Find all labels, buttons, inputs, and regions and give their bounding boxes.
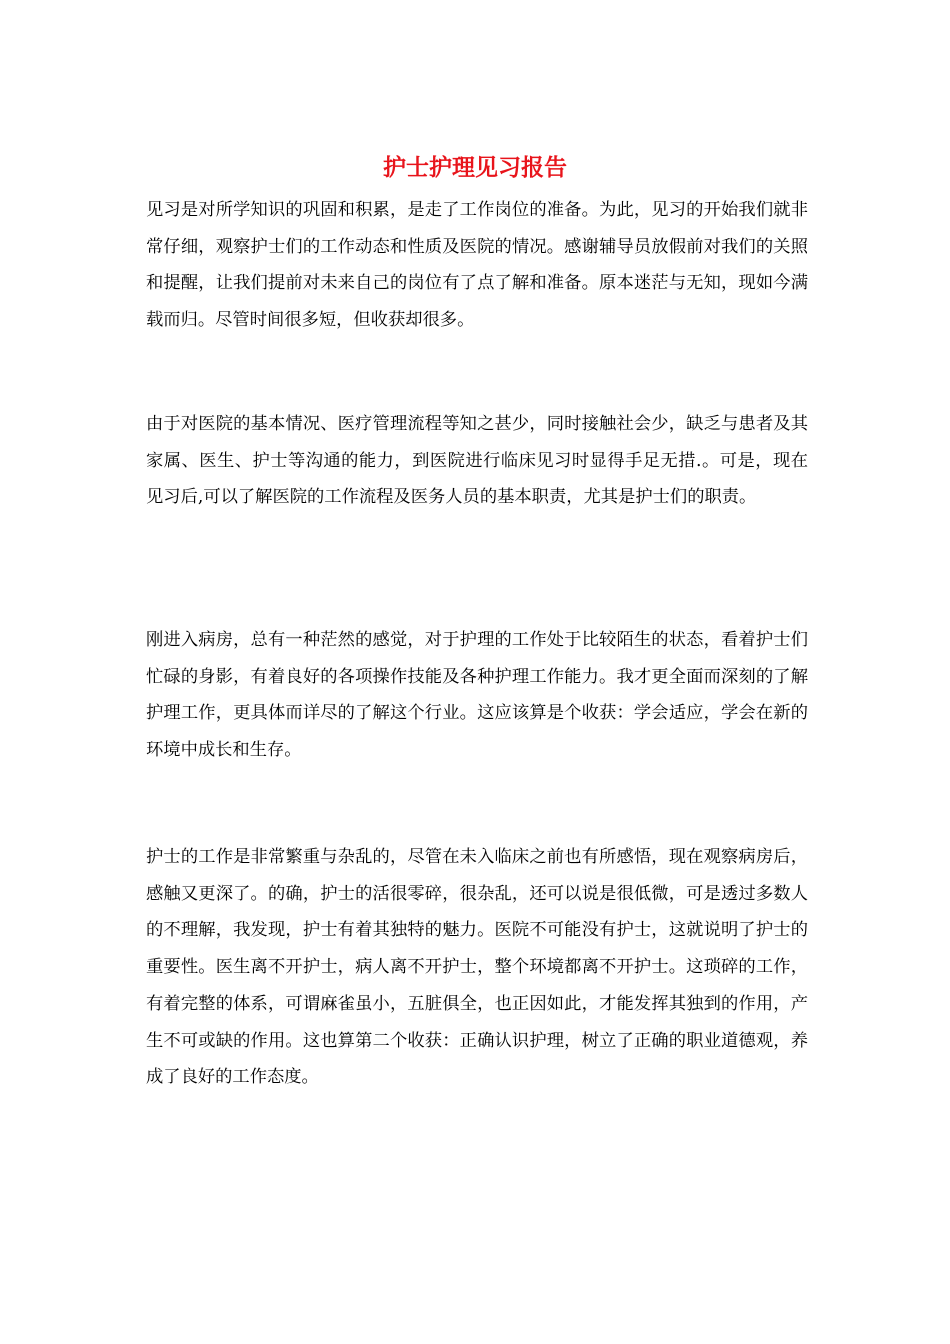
paragraph-first-harvest: 刚进入病房，总有一种茫然的感觉，对于护理的工作处于比较陌生的状态，看着护士们忙碌的身影，有着良好的各项操作技能及各种护理工作能力。我才更全面而深刻的了解护理工作，更具体而详尽的了解这个行业。这应该算是个收获：学会适应，学会在新的环境中成长和生存。 bbox=[146, 630, 808, 761]
paragraph-hospital-understanding: 由于对医院的基本情况、医疗管理流程等知之甚少，同时接触社会少，缺乏与患者及其家属、医生、护士等沟通的能力，到医院进行临床见习时显得手足无措.。可是，现在见习后,可以了解医院的工作流程及医务人员的基本职责，尤其是护士们的职责。 bbox=[146, 414, 808, 508]
document-title: 护士护理见习报告 bbox=[383, 154, 567, 181]
paragraph-intro: 见习是对所学知识的巩固和积累，是走了工作岗位的准备。为此，见习的开始我们就非常仔细，观察护士们的工作动态和性质及医院的情况。感谢辅导员放假前对我们的关照和提醒，让我们提前对未来自己的岗位有了点了解和准备。原本迷茫与无知，现如今满载而归。尽管时间很多短，但收获却很多。 bbox=[146, 200, 808, 331]
paragraph-second-harvest: 护士的工作是非常繁重与杂乱的，尽管在未入临床之前也有所感悟，现在观察病房后，感触又更深了。的确，护士的活很零碎，很杂乱，还可以说是很低微，可是透过多数人的不理解，我发现，护士有着其独特的魅力。医院不可能没有护士，这就说明了护士的重要性。医生离不开护士，病人离不开护士，整个环境都离不开护士。这琐碎的工作，有着完整的体系，可谓麻雀虽小，五脏俱全，也正因如此，才能发挥其独到的作用，产生不可或缺的作用。这也算第二个收获：正确认识护理，树立了正确的职业道德观，养成了良好的工作态度。 bbox=[146, 847, 808, 1088]
